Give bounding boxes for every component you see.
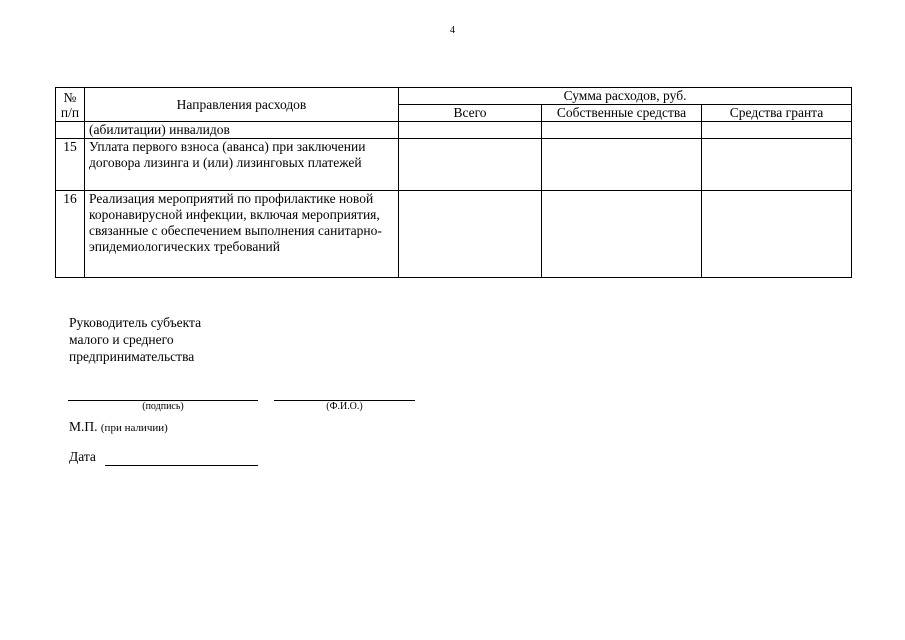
- table-row: [56, 191, 852, 278]
- signature-caption: (подпись): [142, 401, 184, 412]
- mp-note: (при наличии): [100, 422, 168, 434]
- row-number: 16: [56, 191, 85, 278]
- signatory-title-line: малого и среднего: [69, 332, 174, 347]
- date-label: Дата: [69, 449, 96, 464]
- expenses-table: [55, 87, 852, 278]
- row-direction: Реализация мероприятий по профилактике новой коронавирусной инфекции, включая мероприятия, связанные с обеспечением выполнения санитарно-эпидемиологических требований: [85, 191, 399, 278]
- table-header-row: [56, 88, 852, 105]
- row-number: 15: [56, 139, 85, 191]
- table-row: [56, 122, 852, 139]
- page-number: 4: [450, 25, 455, 36]
- row-total-cell: [399, 191, 542, 278]
- mp-label: М.П.: [69, 419, 98, 434]
- table-row: [56, 139, 852, 191]
- signatory-title-line: предпринимательства: [69, 349, 195, 364]
- row-number: [56, 122, 85, 139]
- name-caption: (Ф.И.О.): [326, 401, 363, 412]
- header-direction: Направления расходов: [85, 88, 399, 122]
- seal-label: [69, 419, 168, 435]
- header-own-funds: Собственные средства: [542, 105, 702, 122]
- row-own-funds-cell: [542, 122, 702, 139]
- row-grant-funds-cell: [702, 139, 852, 191]
- row-total-cell: [399, 139, 542, 191]
- header-total: Всего: [399, 105, 542, 122]
- row-grant-funds-cell: [702, 191, 852, 278]
- date-line: [105, 465, 258, 466]
- row-direction: (абилитации) инвалидов: [85, 122, 399, 139]
- row-own-funds-cell: [542, 191, 702, 278]
- header-grant-funds: Средства гранта: [702, 105, 852, 122]
- signatory-title: [69, 314, 201, 365]
- header-num: № п/п: [56, 88, 85, 122]
- header-sum-group: Сумма расходов, руб.: [399, 88, 852, 105]
- signatory-title-line: Руководитель субъекта: [69, 315, 202, 330]
- row-own-funds-cell: [542, 139, 702, 191]
- row-direction: Уплата первого взноса (аванса) при заключении договора лизинга и (или) лизинговых платежей: [85, 139, 399, 191]
- row-total-cell: [399, 122, 542, 139]
- row-grant-funds-cell: [702, 122, 852, 139]
